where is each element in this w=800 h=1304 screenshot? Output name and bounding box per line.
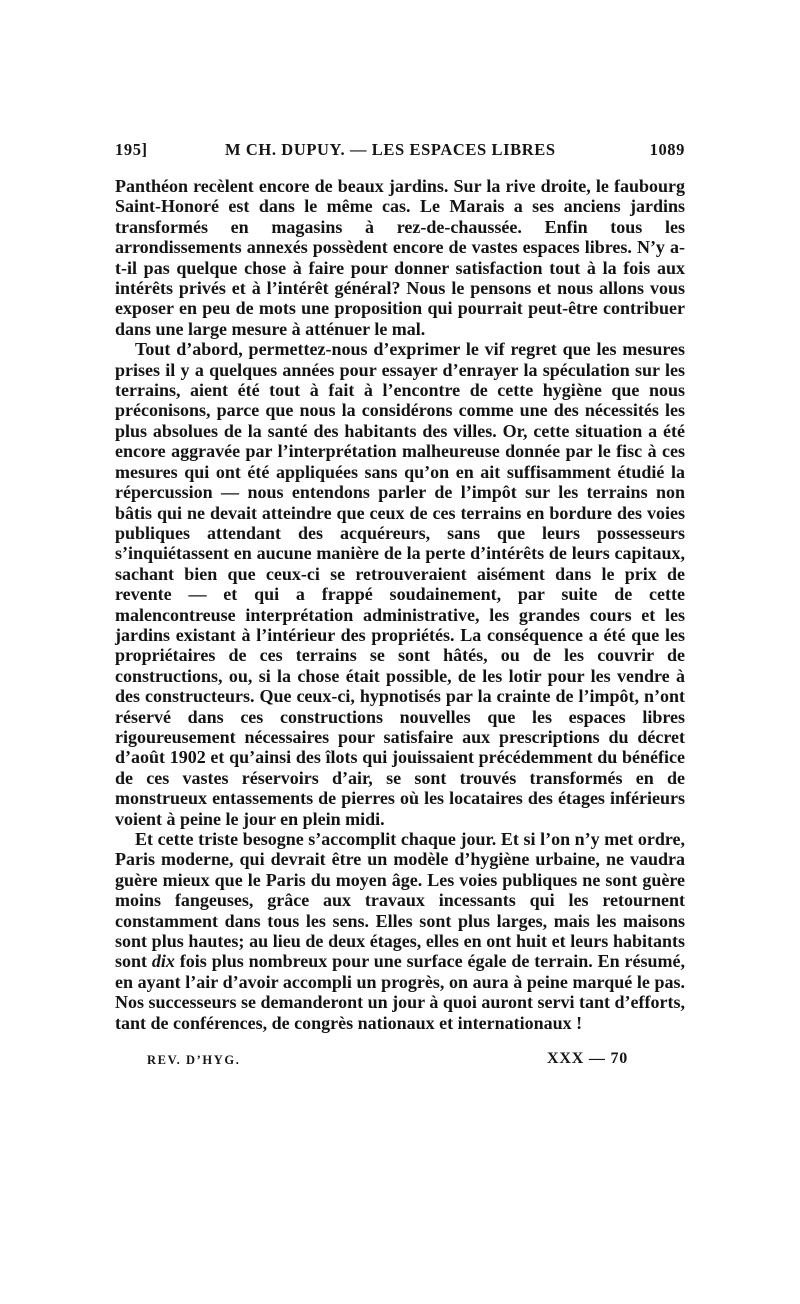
body-text (115, 176, 685, 1033)
page-number: 1089 (649, 140, 685, 159)
page-reference: 195] (115, 140, 148, 159)
signature-mark: XXX — 70 (547, 1050, 629, 1068)
emphasis-word: dix (151, 951, 175, 972)
running-head (115, 140, 685, 164)
paragraph-2: Tout d’abord, permettez-nous d’exprimer le vif regret que les mesures prises il y a quelques années pour essayer d’enrayer la spéculation sur les terrains, aient été tout à fait à l’encontre de cette hygiène que nous préconisons, parce que nous la considérons comme une des nécessités les plus absolues de la santé des habitants des villes. Or, cette situation a été encore aggravée par l’interprétation malheureuse donnée par le fisc à ces mesures qui ont été appliquées sans qu’on en ait suffisamment étudié la répercussion — nous entendons parler de l’impôt sur les terrains non bâtis qui ne devait atteindre que ceux de ces terrains en bordure des voies publiques attendant des acquéreurs, sans que leurs possesseurs s’inquiétassent en aucune manière de la perte d’intérêts de leurs capitaux, sachant bien que ceux-ci se retrouveraient aisément dans le prix de revente — et qui a frappé soudainement, par suite de cette malencontreuse interprétation administrative, les grandes cours et les jardins existant à l’intérieur des propriétés. La conséquence a été que les propriétaires de ces terrains se sont hâtés, ou de les couvrir de constructions, ou, si la chose était possible, de les lotir pour les vendre à des constructeurs. Que ceux-ci, hypnotisés par la crainte de l’impôt, n’ont réservé dans ces constructions nouvelles que les espaces libres rigoureusement nécessaires pour satisfaire aux prescriptions du décret d’août 1902 et qu’ainsi des îlots qui jouissaient précédemment du bénéfice de ces vastes réservoirs d’air, se sont trouvés transformés en de monstrueux entassements de pierres où les locataires des étages inférieurs voient à peine le jour en plein midi. (115, 339, 685, 829)
journal-abbreviation: REV. D’HYG. (147, 1053, 241, 1068)
paragraph-1: Panthéon recèlent encore de beaux jardins. Sur la rive droite, le faubourg Saint-Honoré est dans le même cas. Le Marais a ses anciens jardins transformés en magasins à rez-de-chaussée. Enfin tous les arrondissements annexés possèdent encore de vastes espaces libres. N’y a-t-il pas quelque chose à faire pour donner satisfaction tout à la fois aux intérêts privés et à l’intérêt général? Nous le pensons et nous allons vous exposer en peu de mots une proposition qui pourrait peut-être contribuer dans une large mesure à atténuer le mal. (115, 176, 685, 339)
paragraph-3-text-start: Et cette triste besogne s’accomplit chaque jour. Et si l’on n’y met ordre, Paris moderne, qui devrait être un modèle d’hygiène urbaine, ne vaudra guère mieux que le Paris du moyen âge. Les voies publiques ne sont guère moins fangeuses, grâce aux travaux incessants qui les retournent constamment dans tous les sens. Elles sont plus larges, mais les maisons sont plus hautes; au lieu de deux étages, elles en ont huit et leurs habitants sont (115, 829, 685, 972)
paragraph-3-text-end: fois plus nombreux pour une surface égale de terrain. En résumé, en ayant l’air d’avoir accompli un progrès, on aura à peine marqué le pas. Nos successeurs se demanderont un jour à quoi auront servi tant d’efforts, tant de conférences, de congrès nationaux et internationaux ! (115, 951, 686, 1033)
paragraph-3 (115, 829, 685, 1033)
running-title: M CH. DUPUY. — LES ESPACES LIBRES (225, 140, 556, 159)
document-page (115, 140, 685, 1077)
page-footer (115, 1050, 685, 1077)
